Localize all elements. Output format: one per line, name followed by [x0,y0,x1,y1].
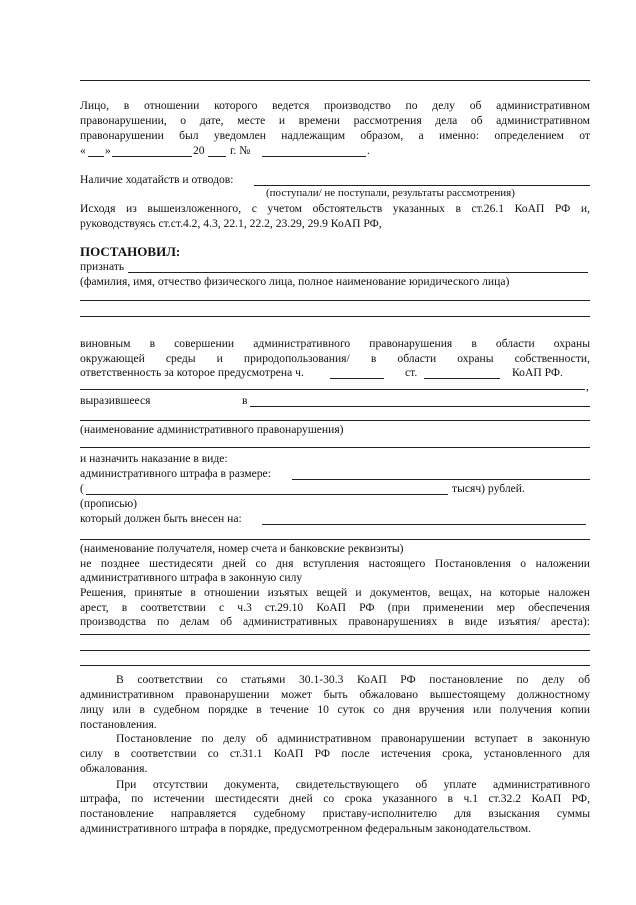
person-name-field[interactable] [128,272,588,273]
date-year-field[interactable] [208,156,226,157]
guilty-line-3-part: ответственность за которое предусмотрена ч. [80,366,304,379]
appeal-line-2: административном правонарушении может быть обжаловано вышестоящему должностному [80,688,590,701]
date-year-prefix: 20 [193,144,205,157]
fine-words-field[interactable] [86,494,448,495]
seized-line-1: Решения, принятые в отношении изъятых вещей и документов, вещах, на которые наложен [80,586,590,599]
motions-hint: (поступали/ не поступали, результаты рассмотрения) [266,187,515,199]
article-part-field[interactable] [330,378,384,379]
top-blank-line [80,80,590,81]
offense-name-hint: (наименование административного правонарушения) [80,423,344,436]
in-words-hint: (прописью) [80,497,138,510]
basis-line-2: руководствуясь ст.ст.4.2, 4.3, 22.1, 22.2, 23.29, 29.9 КоАП РФ, [80,217,382,230]
seized-field-2[interactable] [80,650,590,651]
seized-line-2: арест, в соответствии с ч.3 ст.29.10 КоАП РФ (при применении мер обеспечения [80,601,590,614]
expressed-field[interactable] [250,406,590,407]
article-number-field[interactable] [424,378,500,379]
payment-details-field[interactable] [262,524,586,525]
recognize-label: признать [80,260,125,273]
date-month-field[interactable] [112,156,192,157]
motions-label: Наличие ходатайств и отводов: [80,173,234,186]
decision-heading: ПОСТАНОВИЛ: [80,244,181,259]
nopay-line-4: административного штрафа в порядке, предусмотренном федеральным законодательством. [80,822,531,835]
appeal-line-4: постановления. [80,718,157,731]
expressed-label: выразившееся [80,394,151,407]
deadline-line-1: не позднее шестидесяти дней со дня вступления настоящего Постановления о наложении [80,557,590,570]
force-line-2: силу в соответствии со ст.31.1 КоАП РФ после истечения срока, установленного для [80,747,590,760]
force-line-3: обжалования. [80,762,148,775]
basis-line-1: Исходя из вышеизложенного, с учетом обстоятельств указанных в ст.26.1 КоАП РФ и, [80,202,590,215]
penalty-label: и назначить наказание в виде: [80,452,228,465]
seized-field-1[interactable] [80,634,590,635]
date-day-field[interactable] [88,156,104,157]
expressed-field-2[interactable] [80,420,590,421]
guilty-line-2: окружающей среды и природопользования/ в области охраны собственности, [80,352,590,365]
deadline-line-2: административного штрафа в законную силу [80,571,303,584]
fine-amount-field[interactable] [292,479,590,480]
seized-line-3: производства по делам об административных правонарушениях в виде изъятия/ ареста): [80,615,590,628]
notice-line-2: правонарушении, о дате, месте и времени рассмотрения дела об административном [80,114,590,127]
person-name-field-2[interactable] [80,300,590,301]
fine-label: административного штрафа в размере: [80,467,271,480]
thousand-rubles: тысяч) рублей. [452,482,525,495]
nopay-line-3: постановление направляется судебному приставу-исполнителю для взыскания суммы [80,807,590,820]
seized-field-3[interactable] [80,665,590,666]
force-line-1: Постановление по делу об административном правонарушении вступает в законную [116,732,590,745]
motions-field[interactable] [254,185,590,186]
payment-details-field-2[interactable] [80,539,590,540]
article-label: ст. [405,366,418,379]
date-end-dot: . [367,144,370,157]
date-open-quote: « [80,144,86,157]
recipient-hint: (наименование получателя, номер счета и банковские реквизиты) [80,542,404,555]
trailing-comma: , [586,380,589,393]
nopay-line-2: штрафа, по истечении шестидесяти дней со срока указанного в ч.1 ст.32.2 КоАП РФ, [80,792,590,805]
nopay-line-1: При отсутствии документа, свидетельствующего об уплате административного [116,778,590,791]
expressed-in: в [242,394,248,407]
fine-paren-open: ( [80,482,84,495]
guilty-line-1: виновным в совершении административного правонарушения в области охраны [80,337,590,350]
appeal-line-1: В соответствии со статьями 30.1-30.3 КоАП РФ постановление по делу об [116,673,590,686]
offense-extra-field[interactable] [80,447,590,448]
person-name-field-3[interactable] [80,316,590,317]
determination-number-field[interactable] [262,156,366,157]
date-number-label: г. № [230,144,251,157]
payable-to-label: который должен быть внесен на: [80,512,242,525]
koap-label: КоАП РФ. [512,366,563,379]
person-hint: (фамилия, имя, отчество физического лица, полное наименование юридического лица) [80,275,510,288]
date-close-quote: » [105,144,111,157]
appeal-line-3: лицу или в судебном порядке в течение 10 суток со дня вручения или получения копии [80,703,590,716]
notice-line-1: Лицо, в отношении которого ведется производство по делу об административном [80,99,590,112]
notice-line-3: правонарушении был уведомлен надлежащим образом, а именно: определением от [80,129,590,142]
guilty-extra-field[interactable] [80,389,585,390]
